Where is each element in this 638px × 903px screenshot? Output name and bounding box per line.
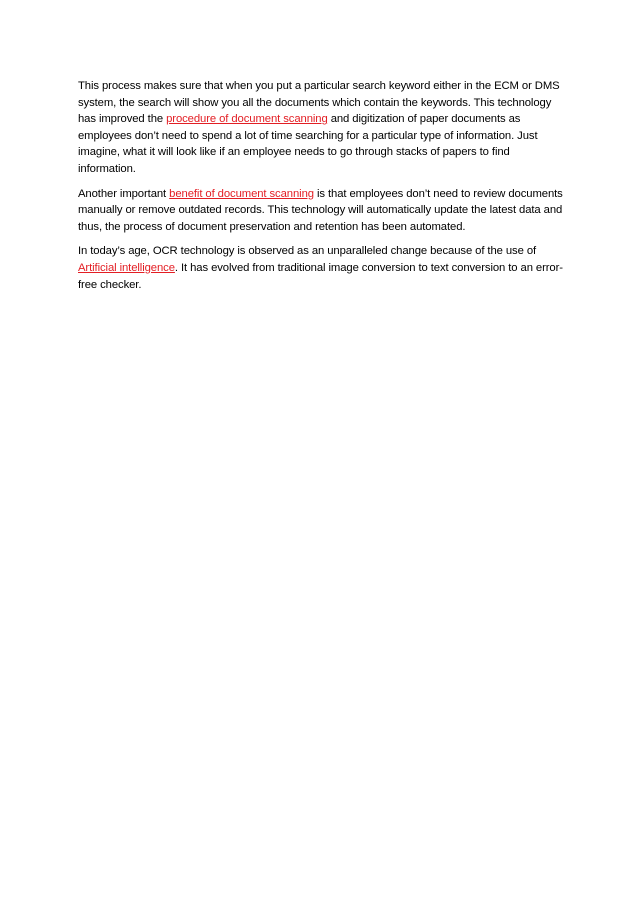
link-benefit-of-document-scanning[interactable]: benefit of document scanning [169,187,314,200]
paragraph-text: is that employees don’t need to review documents manually or remove outdated records. This technology will automatically update the latest data and thus, the process of document preservation and retention has been automated. [78,187,563,233]
paragraph-ocr-technology [78,243,568,293]
link-artificial-intelligence[interactable]: Artificial intelligence [78,261,175,274]
document-body [78,78,568,301]
paragraph-text: and digitization of paper documents as employees don’t need to spend a lot of time searching for a particular type of information. Just imagine, what it will look like if an employee needs to go through stacks of papers to find information. [78,113,538,175]
paragraph-text: In today’s age, OCR technology is observed as an unparalleled change because of the use of [78,245,537,258]
paragraph-benefit [78,186,568,236]
paragraph-search-keywords [78,78,568,178]
link-procedure-of-document-scanning[interactable]: procedure of document scanning [166,113,328,126]
paragraph-text: . It has evolved from traditional image conversion to text conversion to an error-free checker. [78,261,563,291]
paragraph-text: This process makes sure that when you put a particular search keyword either in the ECM or DMS system, the search will show you all the documents which contain the keywords. This technology has improved the [78,80,560,126]
paragraph-text: Another important [78,187,170,200]
